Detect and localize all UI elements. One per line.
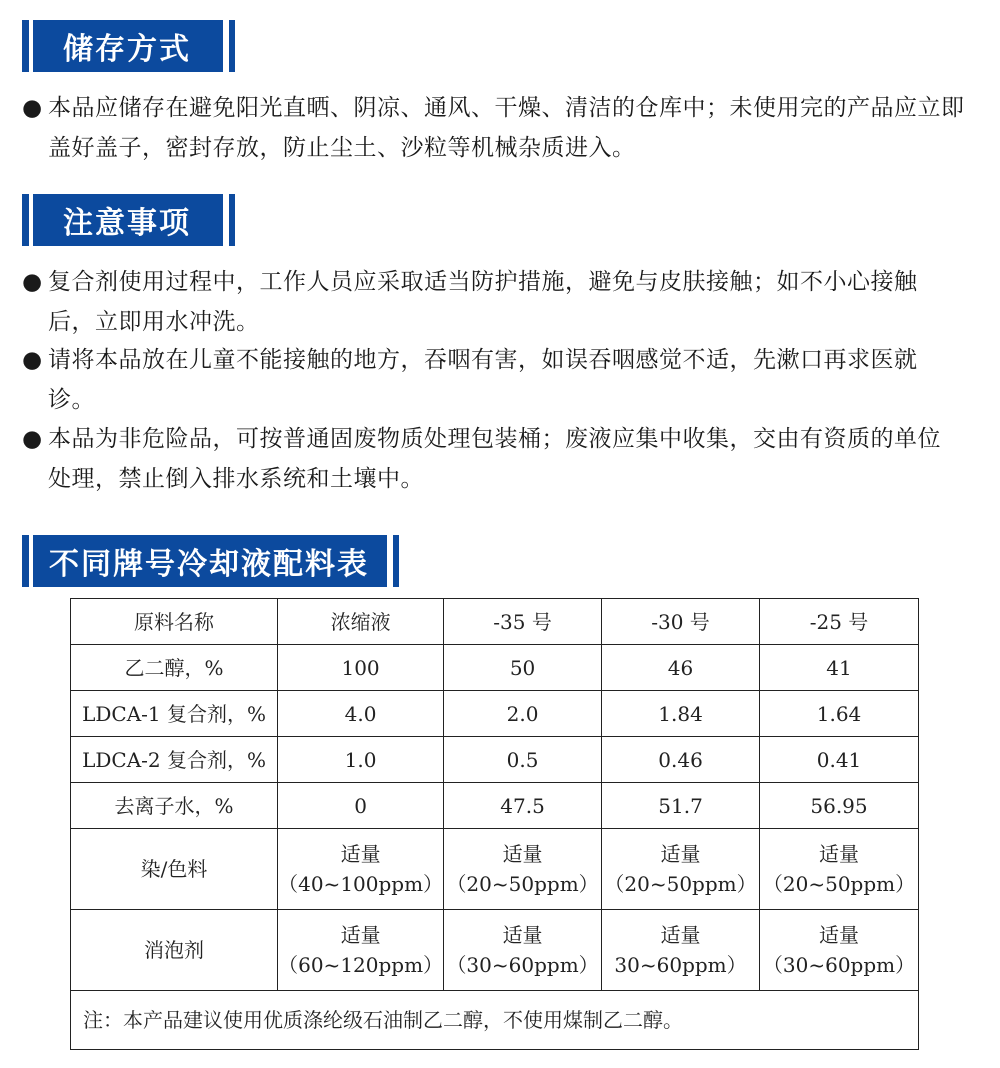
table-cell: 1.64 (760, 691, 919, 737)
bullet-icon: ● (22, 95, 43, 121)
bullet-icon: ● (22, 426, 43, 452)
section-title-storage: 储存方式 (33, 20, 223, 72)
table-cell: 56.95 (760, 783, 919, 829)
table-cell: 乙二醇，% (71, 645, 278, 691)
cell-line: 适量 (660, 923, 701, 947)
table-note-row (71, 991, 919, 1050)
paragraph-line: 复合剂使用过程中，工作人员应采取适当防护措施，避免与皮肤接触；如不小心接触 (48, 269, 918, 295)
table-cell: 46 (602, 645, 760, 691)
notes-item (22, 262, 982, 342)
cell-line: （30~60ppm） (446, 953, 599, 977)
table-cell (760, 829, 919, 910)
section-title-recipe: 不同牌号冷却液配料表 (33, 535, 387, 587)
table-row (71, 737, 919, 783)
table-cell: 100 (278, 645, 444, 691)
table-cell: 41 (760, 645, 919, 691)
paragraph-line: 请将本品放在儿童不能接触的地方，吞咽有害，如误吞咽感觉不适，先漱口再求医就 (48, 347, 918, 373)
table-cell: 50 (444, 645, 602, 691)
header-accent-bar (22, 535, 29, 587)
paragraph-line: 诊。 (48, 387, 95, 413)
table-cell: 0.46 (602, 737, 760, 783)
table-cell: 去离子水，% (71, 783, 278, 829)
table-cell (444, 829, 602, 910)
cell-line: 适量 (340, 842, 381, 866)
section-title-notes: 注意事项 (33, 194, 223, 246)
notes-item (22, 419, 982, 499)
table-cell: 消泡剂 (71, 910, 278, 991)
header-accent-bar (393, 535, 399, 587)
table-cell (602, 910, 760, 991)
table-cell (602, 829, 760, 910)
cell-line: （60~120ppm） (278, 953, 444, 977)
table-row (71, 783, 919, 829)
table-cell: 0.5 (444, 737, 602, 783)
cell-line: 适量 (502, 842, 543, 866)
cell-line: （30~60ppm） (762, 953, 916, 977)
table-cell (760, 910, 919, 991)
bullet-icon: ● (22, 347, 43, 373)
header-accent-bar (229, 194, 235, 246)
table-cell: 47.5 (444, 783, 602, 829)
table-cell: LDCA-1 复合剂，% (71, 691, 278, 737)
cell-line: 适量 (660, 842, 701, 866)
table-cell: 0 (278, 783, 444, 829)
paragraph-line: 本品为非危险品，可按普通固废物质处理包装桶；废液应集中收集，交由有资质的单位 (48, 426, 941, 452)
table-cell: 51.7 (602, 783, 760, 829)
header-accent-bar (22, 20, 29, 72)
bullet-icon: ● (22, 269, 43, 295)
cell-line: （20~50ppm） (762, 872, 916, 896)
table-header-row (71, 599, 919, 645)
header-accent-bar (22, 194, 29, 246)
table-cell: 4.0 (278, 691, 444, 737)
table-header-cell: -35 号 (444, 599, 602, 645)
table-cell: 1.84 (602, 691, 760, 737)
cell-line: 适量 (502, 923, 543, 947)
cell-line: 30~60ppm） (614, 953, 747, 977)
table-row-defoamer (71, 910, 919, 991)
table-header-cell: -25 号 (760, 599, 919, 645)
table-note: 注：本产品建议使用优质涤纶级石油制乙二醇，不使用煤制乙二醇。 (71, 991, 919, 1050)
table-header-cell: 原料名称 (71, 599, 278, 645)
section-header-storage (22, 20, 235, 72)
section-header-notes (22, 194, 235, 246)
table-header-cell: 浓缩液 (278, 599, 444, 645)
table-cell: 2.0 (444, 691, 602, 737)
notes-item (22, 340, 982, 420)
table-cell: 染/色料 (71, 829, 278, 910)
cell-line: 适量 (340, 923, 381, 947)
table-header-cell: -30 号 (602, 599, 760, 645)
table-row (71, 691, 919, 737)
paragraph-line: 处理，禁止倒入排水系统和土壤中。 (48, 466, 424, 492)
paragraph-line: 后，立即用水冲洗。 (48, 309, 260, 335)
table-row-dye (71, 829, 919, 910)
storage-paragraph (22, 88, 982, 168)
table-cell: LDCA-2 复合剂，% (71, 737, 278, 783)
cell-line: （40~100ppm） (278, 872, 444, 896)
table-cell (278, 829, 444, 910)
table-cell (444, 910, 602, 991)
cell-line: （20~50ppm） (604, 872, 757, 896)
table-row (71, 645, 919, 691)
header-accent-bar (229, 20, 235, 72)
table-cell: 0.41 (760, 737, 919, 783)
recipe-table (70, 598, 919, 1050)
paragraph-line: 本品应储存在避免阳光直晒、阴凉、通风、干燥、清洁的仓库中；未使用完的产品应立即 (48, 95, 965, 121)
paragraph-line: 盖好盖子，密封存放，防止尘土、沙粒等机械杂质进入。 (48, 135, 636, 161)
section-header-recipe (22, 535, 399, 587)
cell-line: （20~50ppm） (446, 872, 599, 896)
table-cell: 1.0 (278, 737, 444, 783)
cell-line: 适量 (819, 842, 859, 866)
table-cell (278, 910, 444, 991)
cell-line: 适量 (819, 923, 859, 947)
